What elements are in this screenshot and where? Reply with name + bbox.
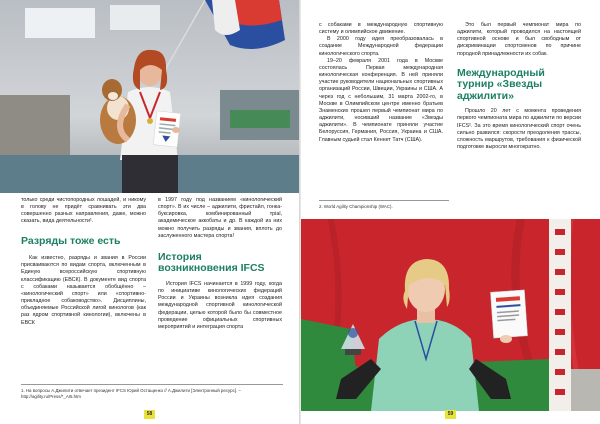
heading-tournament: Международный турнир «Звезды аджилити» <box>457 66 545 102</box>
left-col2-top: в 1997 году под названием «кинологический спорт». В их числе – аджилити, фристайл, гонка-буксировка, комбинированный трial, академическое аккобаты и др. В каждой из них можно получить разряды и звания, вплоть до заслуженного мастера спорта! <box>158 197 282 239</box>
right-col2-p1: Это был первый чемпионат мира по аджилити, который проводился на настоящей спортивной основе и был свободным от дискриминации спортсменов по причине породной принадлежности их собак. <box>457 22 581 57</box>
left-col-1 <box>21 197 146 327</box>
right-col2-p2: Прошло 20 лет с момента проведения первого чемпионата мира по аджилити по версии IFCS². За это время кинологический спорт очень сильно развился: скорости преодоления трассы, сложность маршрутов, требования к физической подготовке выросли многократно. <box>457 108 581 151</box>
left-col2-history: История IFCS начинается в 1999 году, когда по инициативе кинологических федераций России и Украины возникла идея создания международной спортивной кинологической федерации, целью которой было бы совместное проведение официальных спортивных мероприятий и интеграция спорта <box>158 280 282 330</box>
photo-woman-with-dog <box>0 0 299 193</box>
heading-history: История возникновения IFCS <box>158 250 265 275</box>
left-footnote <box>21 384 283 400</box>
left-col1-ranks: Как известно, разряды и звания в России присваиваются по видам спорта, включенным в Единую всероссийскую спортивную классификацию (ЕВСК). В документе вид спорта с собаками называется обобщённо – «кинологический спорт» или «спортивно-прикладное собаководство». Дисциплины, объединяемые Российской лигой кинологов (как раз ядром спортивной кинологии), включены в ЕВСК <box>21 255 146 326</box>
right-footnote-text: 2. World Agility Championship (WAC). <box>319 204 393 209</box>
left-footnote-text: 1. На вопросы А.Джилити отвечает президент IFCS Юрий Остащенко // А.Джилити [Электронный ресурс]. – http://agility.ru/Press/*_AI5.htm <box>21 388 241 399</box>
right-col1-p3: 19–20 февраля 2001 года в Москве состоялась Первая международная кинологическая конференция. В ней приняли участие руководители национальных спортивных организаций России, Швеции, Украины и США. А через год с небольшим, 31 марта 2002-го, в Москве в Олимпийском центре именно братьев Знаменских прошел первый чемпионат мира по аджилити, носивший название «Звезды аджилити». В чемпионате приняли участие Белоруссия, Германия, Россия, Украина и США. Главным судьей стал Кеннет Татч (США). <box>319 57 443 143</box>
photo-woman-with-dog-image <box>0 0 299 193</box>
right-col-1 <box>319 22 443 144</box>
right-col-2 <box>457 22 581 151</box>
right-footnote <box>319 200 449 210</box>
left-col-2 <box>158 197 282 331</box>
right-col1-top: с собаками в международную спортивную систему и олимпийское движение. <box>319 22 443 36</box>
right-col1-p2: В 2000 году идея преобразовалась в создание Международной федерации кинологического спорта. <box>319 36 443 57</box>
left-col1-intro: только среди чистопородных лошадей, и никому в голову не придёт сравнивать эти два совершенно разных направления, даже, можно сказать, вида деятельности¹. <box>21 197 146 225</box>
page-number-right: 59 <box>445 410 456 419</box>
photo-woman-with-flag-image <box>301 219 600 411</box>
page-number-left: 58 <box>144 410 155 419</box>
heading-ranks: Разряды тоже есть <box>21 234 121 247</box>
photo-woman-with-flag <box>301 219 600 411</box>
left-page <box>0 0 299 424</box>
right-page <box>301 0 600 424</box>
